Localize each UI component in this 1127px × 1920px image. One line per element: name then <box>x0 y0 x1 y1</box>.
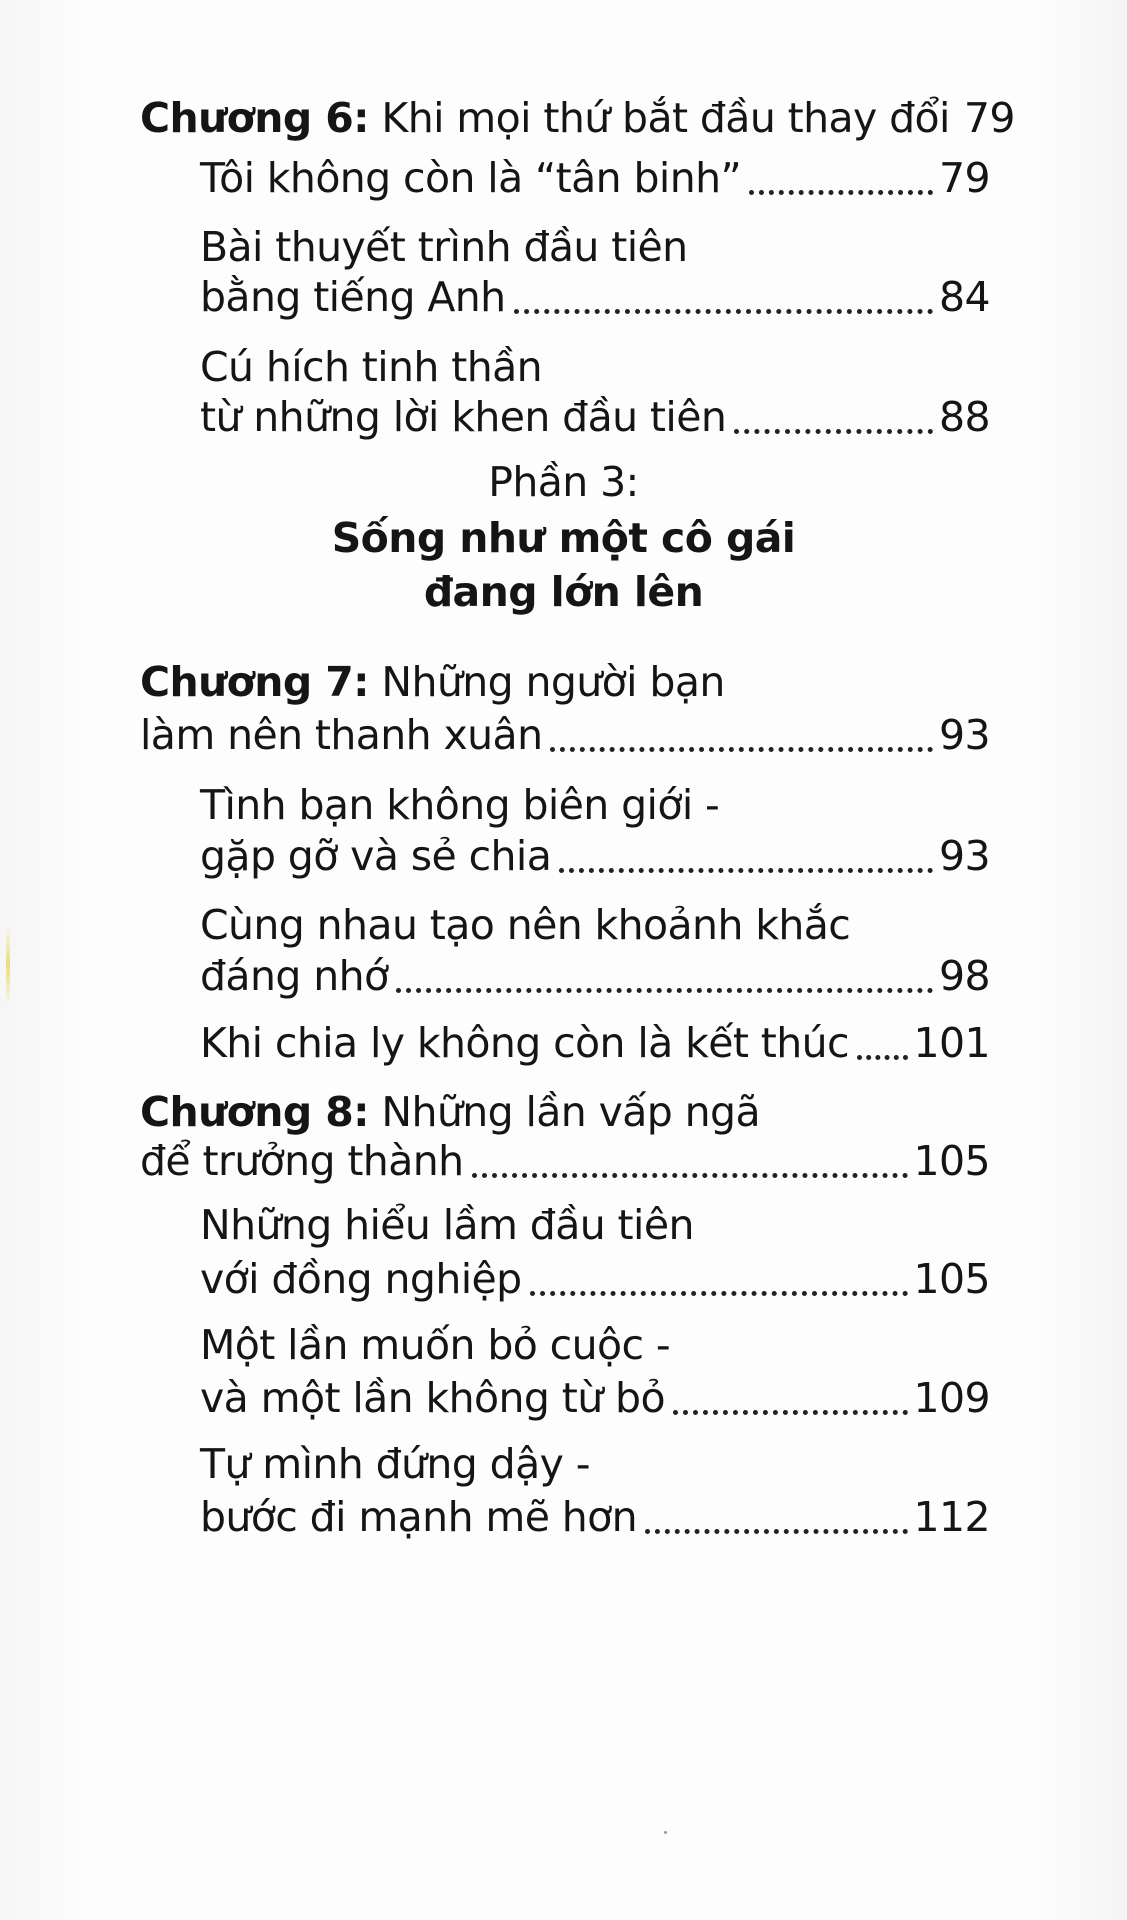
section-page: 101 <box>913 1019 990 1067</box>
section-title-line2: đáng nhớ <box>200 952 389 1000</box>
section-title: Khi chia ly không còn là kết thúc <box>200 1019 849 1067</box>
section-page: 79 <box>939 154 990 202</box>
chapter-6-label: Chương 6: <box>140 94 369 142</box>
dot-leader <box>749 190 933 195</box>
chapter-7-title-line2: làm nên thanh xuân <box>140 711 543 759</box>
dot-leader <box>559 868 933 873</box>
part-3-title-line2: đang lớn lên <box>423 568 704 616</box>
dot-leader <box>472 1173 908 1178</box>
dot-leader <box>645 1529 907 1534</box>
section-entry <box>200 826 990 886</box>
section-page: 98 <box>939 952 990 1000</box>
chapter-8-entry <box>140 1131 990 1191</box>
part-3-label: Phần 3: <box>488 458 639 506</box>
dot-leader <box>734 429 933 434</box>
section-title-line1: Tình bạn không biên giới - <box>200 781 720 829</box>
dot-leader <box>673 1410 908 1415</box>
section-title-line2: từ những lời khen đầu tiên <box>200 393 727 441</box>
section-page: 112 <box>913 1493 990 1541</box>
paper-speck <box>664 1831 667 1834</box>
section-entry <box>200 1249 990 1309</box>
part-3-title-line1: Sống như một cô gái <box>331 514 796 562</box>
section-title-line1: Cùng nhau tạo nên khoảnh khắc <box>200 901 851 949</box>
page-edge-mark <box>6 925 10 1005</box>
section-title-line2: và một lần không từ bỏ <box>200 1374 665 1422</box>
chapter-7-page: 93 <box>939 711 990 759</box>
section-entry <box>200 946 990 1006</box>
dot-leader <box>550 747 933 752</box>
section-page: 109 <box>913 1374 990 1422</box>
section-entry <box>200 1013 990 1073</box>
chapter-7-entry <box>140 705 990 765</box>
section-title: Tôi không còn là “tân binh” <box>200 154 742 202</box>
dot-leader <box>857 1055 908 1060</box>
section-entry <box>200 267 990 327</box>
chapter-8-page: 105 <box>913 1137 990 1185</box>
section-title-line2: với đồng nghiệp <box>200 1255 522 1303</box>
section-title-line2: gặp gỡ và sẻ chia <box>200 832 552 880</box>
chapter-6-title: Chương 6: Khi mọi thứ bắt đầu thay đổi <box>140 94 950 142</box>
section-title-line1: Bài thuyết trình đầu tiên <box>200 223 688 271</box>
chapter-6-page: 79 <box>963 94 1015 142</box>
section-page: 84 <box>939 273 990 321</box>
chapter-8-title-line2: để trưởng thành <box>140 1137 464 1185</box>
dot-leader <box>514 309 933 314</box>
section-entry <box>200 387 990 447</box>
chapter-6-entry <box>140 88 1015 148</box>
section-title-line1: Những hiểu lầm đầu tiên <box>200 1201 694 1249</box>
chapter-8-label: Chương 8: <box>140 1088 369 1136</box>
chapter-7-label: Chương 7: <box>140 658 369 706</box>
section-page: 93 <box>939 832 990 880</box>
section-title-line2: bằng tiếng Anh <box>200 273 506 321</box>
section-title-line1: Cú hích tinh thần <box>200 343 543 391</box>
dot-leader <box>396 988 933 993</box>
section-page: 105 <box>913 1255 990 1303</box>
chapter-8-title-line1: Chương 8: Những lần vấp ngã <box>140 1088 761 1136</box>
section-entry <box>200 1368 990 1428</box>
section-entry <box>200 148 990 208</box>
section-title-line2: bước đi mạnh mẽ hơn <box>200 1493 638 1541</box>
dot-leader <box>530 1291 908 1296</box>
section-page: 88 <box>939 393 990 441</box>
section-title-line1: Một lần muốn bỏ cuộc - <box>200 1321 671 1369</box>
section-title-line1: Tự mình đứng dậy - <box>200 1440 590 1488</box>
section-entry <box>200 1487 990 1547</box>
chapter-7-title-line1: Chương 7: Những người bạn <box>140 658 725 706</box>
